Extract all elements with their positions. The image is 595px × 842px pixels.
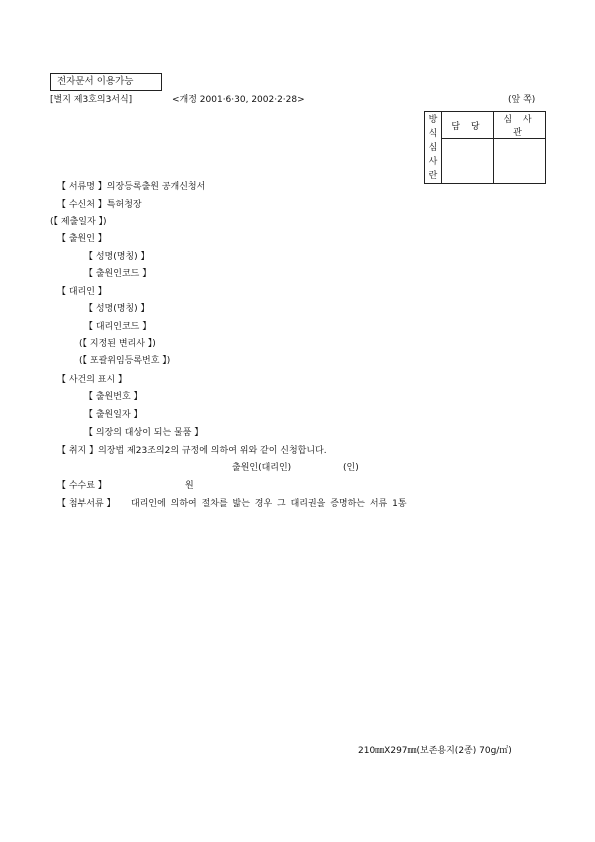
seal-mark: (인)	[343, 463, 359, 473]
field-app-date: 【 출원일자 】	[84, 410, 143, 420]
field-case-display: 【 사건의 표시 】	[57, 375, 128, 385]
field-agent: 【 대리인 】	[57, 287, 107, 297]
approval-col-examiner: 심 사 관	[494, 112, 546, 139]
approval-examiner-cell	[494, 139, 546, 184]
field-app-number: 【 출원번호 】	[84, 392, 143, 402]
approval-staff-cell	[442, 139, 494, 184]
paper-spec: 210㎜X297㎜(보존용지(2종) 70g/㎡)	[358, 746, 512, 756]
field-recipient: 【 수신처 】특허청장	[57, 200, 142, 210]
revision-date: <개정 2001·6·30, 2002·2·28>	[172, 95, 305, 105]
approval-col-staff: 담 당	[442, 112, 494, 139]
field-purpose: 【 취지 】의장법 제23조의2의 규정에 의하여 위와 같이 신청합니다.	[57, 446, 327, 456]
field-agent-code: 【 대리인코드 】	[84, 322, 152, 332]
field-power-of-attorney: (【 포괄위임등록번호 】)	[79, 356, 171, 366]
attachments-text: 대리인에 의하여 절차를 밟는 경우 그 대리권을 증명하는 서류 1통	[131, 499, 407, 509]
e-document-badge-label: 전자문서 이용가능	[57, 76, 134, 87]
approval-side-label: 방 식 심 사 란	[425, 112, 442, 184]
fee-unit: 원	[185, 481, 194, 491]
field-agent-name: 【 성명(명칭) 】	[84, 304, 150, 314]
field-designated-attorney: (【 지정된 변리사 】)	[79, 339, 156, 349]
field-applicant-name: 【 성명(명칭) 】	[84, 252, 150, 262]
form-number: [별지 제3호의3서식]	[50, 95, 133, 105]
signatory-label: 출원인(대리인)	[232, 463, 292, 473]
field-fee: 【 수수료 】	[57, 481, 107, 491]
field-applicant: 【 출원인 】	[57, 234, 107, 244]
field-article: 【 의장의 대상이 되는 물품 】	[84, 428, 204, 438]
field-submit-date: (【 제출일자 】)	[50, 217, 107, 227]
field-applicant-code: 【 출원인코드 】	[84, 269, 152, 279]
field-attachments: 【 첨부서류 】	[57, 499, 116, 509]
page-side-label: (앞 쪽)	[508, 95, 536, 105]
approval-box	[424, 111, 546, 184]
field-doc-name: 【 서류명 】의장등록출원 공개신청서	[57, 182, 206, 192]
